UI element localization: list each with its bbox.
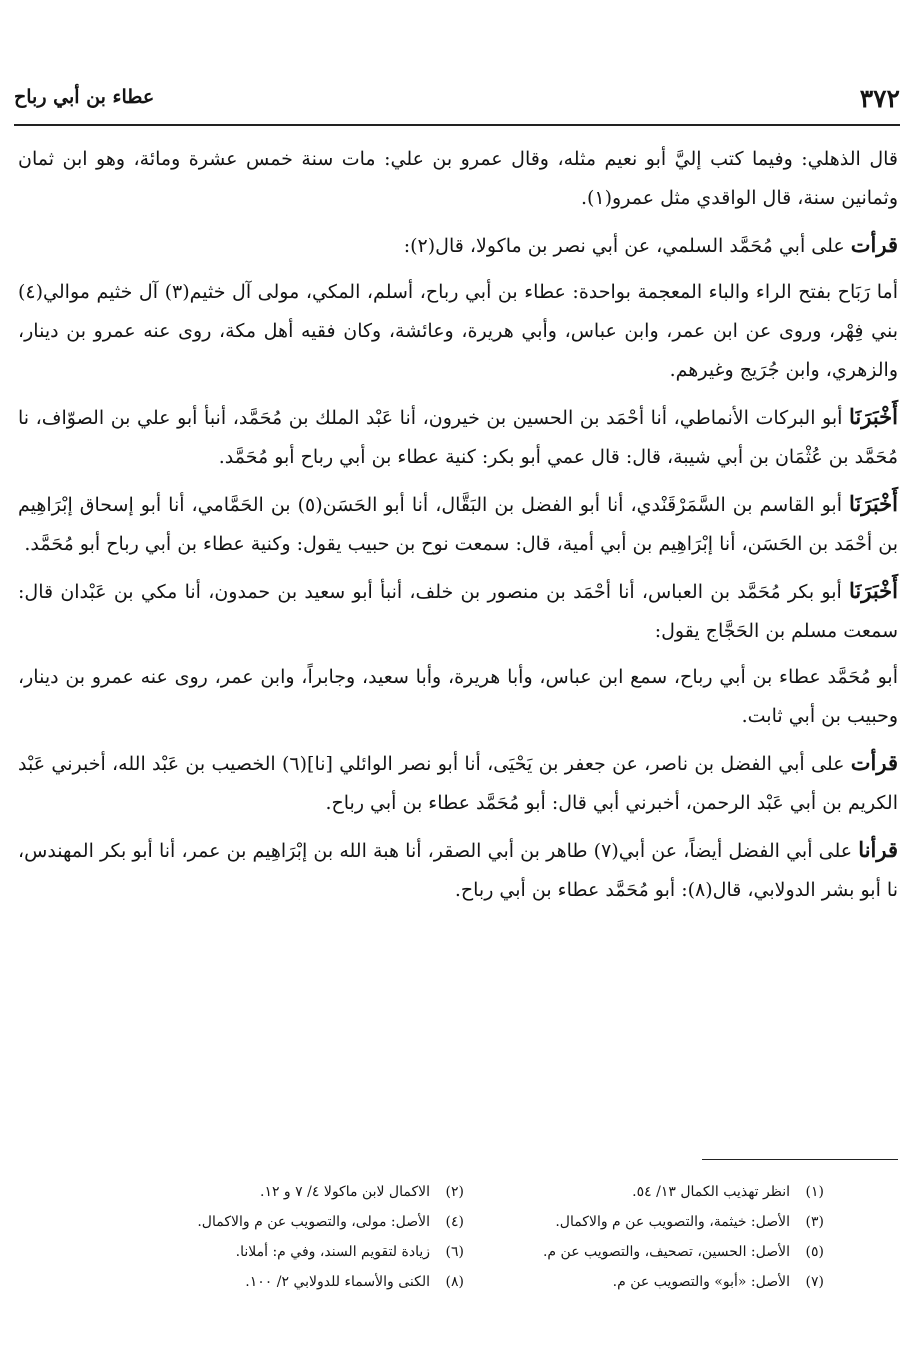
footnote-number: (١): [805, 1184, 824, 1200]
page-header: [14, 84, 900, 122]
footnotes: [130, 1178, 824, 1296]
paragraph-text: أبو البركات الأنماطي، أنا أحْمَد بن الحسين بن خيرون، أنا عَبْد الملك بن مُحَمَّد، أنبأ أبو علي بن الصوّاف، نا مُحَمَّد بن عُثْمَان بن أبي شيبة، قال: قال عمي أبو بكر: كنية عطاء بن أبي رباح أبو مُحَمَّد.: [18, 407, 898, 468]
paragraph-text: على أبي الفضل أيضاً، عن أبي(٧) طاهر بن أبي الصقر، أنا هبة الله بن إبْرَاهِيم بن عمر، أنا أبو بكر المهندس، نا أبو بشر الدولابي، قال(٨): أبو مُحَمَّد عطاء بن أبي رباح.: [18, 840, 898, 901]
paragraph-lead: أَخْبَرَنَا: [849, 491, 898, 516]
paragraph-lead: قرأنا: [858, 837, 898, 862]
footnote-8: [130, 1268, 464, 1296]
footnote-text: الأصل: الحسين، تصحيف، والتصويب عن م.: [542, 1244, 790, 1260]
paragraph-1: [18, 140, 898, 218]
footnote-3: [490, 1208, 824, 1236]
paragraph-3: [18, 273, 898, 390]
paragraph-text: أما رَبَاح بفتح الراء والباء المعجمة بواحدة: عطاء بن أبي رباح، أسلم، المكي، مولى آل خثيم(٣) آل خثيم موالي(٤) بني فِهْر، وروى عن ابن عمر، وابن عباس، وأبي هريرة، وعائشة، وكان فقيه أهل مكة، روى عنه عمرو بن دينار، والزهري، وابن جُرَيج وغيرهم.: [18, 281, 899, 381]
footnote-text: زيادة لتقويم السند، وفي م: أملانا.: [235, 1244, 430, 1260]
footnote-number: (٢): [445, 1184, 464, 1200]
paragraph-lead: قرأت: [850, 232, 898, 257]
paragraph-text: على أبي مُحَمَّد السلمي، عن أبي نصر بن ماكولا، قال(٢):: [403, 235, 851, 257]
footnote-number: (٨): [445, 1274, 464, 1290]
footnote-number: (٤): [445, 1214, 464, 1230]
paragraph-8: [18, 743, 898, 823]
paragraph-text: قال الذهلي: وفيما كتب إليَّ أبو نعيم مثله، وقال عمرو بن علي: مات سنة خمس عشرة ومائة، وهو ابن ثمان وثمانين سنة، قال الواقدي مثل عمرو(١).: [18, 148, 898, 209]
page-number: ٣٧٢: [859, 84, 900, 113]
footnote-1: [490, 1178, 824, 1206]
footnote-text: انظر تهذيب الكمال ١٣/ ٥٤.: [632, 1184, 790, 1200]
paragraph-lead: قرأت: [850, 750, 898, 775]
footnote-number: (٥): [805, 1244, 824, 1260]
footnote-text: الأصل: «أبو» والتصويب عن م.: [612, 1274, 790, 1290]
paragraph-6: [18, 571, 898, 651]
footnote-2: [130, 1178, 464, 1206]
paragraph-lead: أَخْبَرَنَا: [849, 578, 898, 603]
footnote-5: [490, 1238, 824, 1266]
paragraph-text: أبو بكر مُحَمَّد بن العباس، أنا أحْمَد بن منصور بن خلف، أنبأ أبو سعيد بن حمدون، أنا مكي بن عَبْدان قال: سمعت مسلم بن الحَجَّاج يقول:: [18, 581, 898, 642]
paragraph-text: على أبي الفضل بن ناصر، عن جعفر بن يَحْيَى، أنا أبو نصر الوائلي [نا](٦) الخصيب بن عَبْد الله، أخبرني عَبْد الكريم بن أبي عَبْد الرحمن، أخبرني أبي قال: أبو مُحَمَّد عطاء بن أبي رباح.: [18, 753, 898, 814]
footnote-4: [130, 1208, 464, 1236]
footnote-7: [490, 1268, 824, 1296]
main-text: [18, 140, 898, 917]
paragraph-text: أبو القاسم بن السَّمَرْقَنْدي، أنا أبو الفضل بن البَقَّال، أنا أبو الحَسَن(٥) بن الحَمَّامي، أنا أبو إسحاق إبْرَاهِيم بن أحْمَد بن الحَسَن، أنا إبْرَاهِيم بن أبي أمية، قال: سمعت نوح بن حبيب يقول: وكنية عطاء بن أبي رباح أبو مُحَمَّد.: [18, 494, 898, 555]
footnote-number: (٦): [445, 1244, 464, 1260]
footnote-6: [130, 1238, 464, 1266]
footnote-text: الكنى والأسماء للدولابي ٢/ ١٠٠.: [245, 1274, 430, 1290]
footnote-text: الأصل: خيثمة، والتصويب عن م والاكمال.: [555, 1214, 790, 1230]
paragraph-text: أبو مُحَمَّد عطاء بن أبي رباح، سمع ابن عباس، وأبا هريرة، وأبا سعيد، وجابراً، وابن عمر، روى عنه عمرو بن دينار، وحبيب بن أبي ثابت.: [18, 666, 898, 727]
header-divider: [14, 124, 900, 126]
footnote-text: الأصل: مولى، والتصويب عن م والاكمال.: [197, 1214, 430, 1230]
paragraph-2: [18, 225, 898, 266]
paragraph-7: [18, 658, 898, 736]
paragraph-lead: أَخْبَرَنَا: [849, 404, 898, 429]
paragraph-9: [18, 830, 898, 910]
paragraph-4: [18, 397, 898, 477]
footnote-number: (٣): [805, 1214, 824, 1230]
paragraph-5: [18, 484, 898, 564]
footnote-text: الاكمال لابن ماكولا ٤/ ٧ و ١٢.: [259, 1184, 430, 1200]
footnote-number: (٧): [805, 1274, 824, 1290]
running-title: عطاء بن أبي رباح: [14, 86, 155, 108]
footnote-divider: [702, 1159, 898, 1160]
